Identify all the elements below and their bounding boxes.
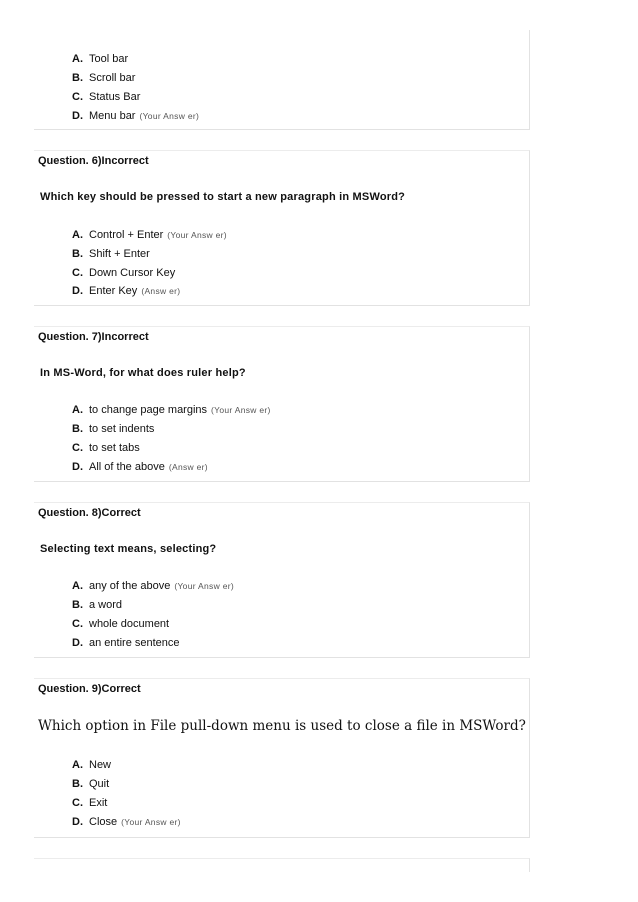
option-c: C. whole document: [72, 618, 170, 630]
option-c: C. Status Bar: [72, 91, 141, 103]
answer-note: (Answ er): [141, 286, 181, 296]
answer-note: (Answ er): [168, 462, 208, 472]
question-9-card: [34, 678, 530, 838]
your-answer-note: (Your Answ er): [211, 405, 271, 415]
question-header: Question. 9)Correct: [38, 683, 141, 695]
question-header: Question. 8)Correct: [38, 507, 141, 519]
question-text: In MS-Word, for what does ruler help?: [40, 367, 246, 379]
question-header: Question. 7)Incorrect: [38, 331, 149, 343]
question-text: Selecting text means, selecting?: [40, 543, 217, 555]
option-d: D. Close (Your Answ er): [72, 816, 181, 828]
question-6-card: [34, 150, 530, 306]
option-c: C. Down Cursor Key: [72, 267, 176, 279]
question-text: Which option in File pull-down menu is used to close a file in MSWord?: [38, 718, 526, 734]
your-answer-note: (Your Answ er): [139, 111, 200, 121]
option-a: A. to change page margins (Your Answ er): [72, 404, 271, 416]
option-a: A. Control + Enter (Your Answ er): [72, 229, 227, 241]
option-d: D. Enter Key (Answ er): [72, 285, 181, 297]
your-answer-note: (Your Answ er): [121, 817, 181, 827]
option-a: A. any of the above (Your Answ er): [72, 580, 234, 592]
option-b: B. Shift + Enter: [72, 248, 150, 260]
next-question-card-stub: [34, 858, 530, 872]
option-d: D. All of the above (Answ er): [72, 461, 208, 473]
question-header: Question. 6)Incorrect: [38, 155, 149, 167]
option-d: D. an entire sentence: [72, 637, 180, 649]
question-8-card: [34, 502, 530, 658]
option-b: B. Scroll bar: [72, 72, 136, 84]
option-b: B. to set indents: [72, 423, 155, 435]
option-a: A. New: [72, 759, 112, 771]
your-answer-note: (Your Answ er): [167, 230, 227, 240]
option-c: C. to set tabs: [72, 442, 140, 454]
question-7-card: [34, 326, 530, 482]
option-c: C. Exit: [72, 797, 108, 809]
option-b: B. Quit: [72, 778, 110, 790]
question-text: Which key should be pressed to start a new paragraph in MSWord?: [40, 191, 406, 203]
your-answer-note: (Your Answ er): [174, 581, 234, 591]
option-a: A. Tool bar: [72, 53, 129, 65]
question-5-options-card: [34, 30, 530, 130]
option-b: B. a word: [72, 599, 123, 611]
option-d: D. Menu bar (Your Answ er): [72, 110, 200, 122]
